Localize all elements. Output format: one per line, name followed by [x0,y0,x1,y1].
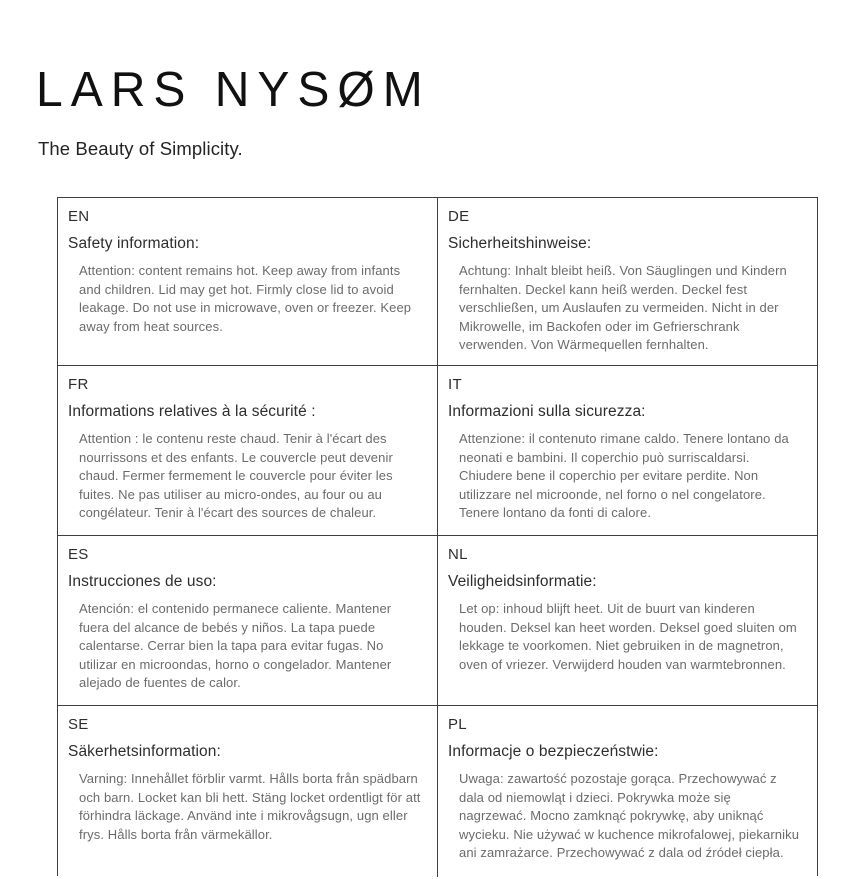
language-code: DE [448,208,470,225]
safety-text: Uwaga: zawartość pozostaje gorąca. Przechowywać z dala od niemowląt i dzieci. Pokrywka może się nagrzewać. Mocno zamknąć pokrywkę, aby uniknąć wycieku. Nie używać w kuchence mikrofalowej, piekarniku ani zamrażarce. Przechowywać z dala od źródeł ciepła. [459,771,800,861]
language-code: NL [448,546,468,563]
safety-text: Attenzione: il contenuto rimane caldo. Tenere lontano da neonati e bambini. Il coperchio può surriscaldarsi. Chiudere bene il coperchio per evitare perdite. Non utilizzare nel microonde, nel forno o nel congelatore. Tenere lontano da fonti di calore. [459,431,789,521]
section-heading: Informacje o bezpieczeństwie: [448,743,659,760]
cell-de [438,198,817,366]
language-code: ES [68,546,89,563]
cell-pl [438,706,817,877]
safety-text: Atención: el contenido permanece caliente. Mantener fuera del alcance de bebés y niños. La tapa puede calentarse. Cerrar bien la tapa para evitar fugas. No utilizar en microondas, horno o congelador. Mantener alejado de fuentes de calor. [79,601,392,691]
safety-text: Attention: content remains hot. Keep away from infants and children. Lid may get hot. Firmly close lid to avoid leakage. Do not use in microwave, oven or freezer. Keep away from heat sources. [79,263,412,334]
safety-text: Varning: Innehållet förblir varmt. Hålls borta från spädbarn och barn. Locket kan bli hett. Stäng locket ordentligt för att förhindra läckage. Använd inte i mikrovågsugn, ugn eller frys. Hålls borta från värmekällor. [79,771,421,842]
section-heading: Informations relatives à la sécurité : [68,403,316,420]
cell-se [58,706,438,877]
safety-text: Attention : le contenu reste chaud. Tenir à l'écart des nourrissons et des enfants. Le couvercle peut devenir chaud. Fermer fermement le couvercle pour éviter les fuites. Ne pas utiliser au micro-ondes, au four ou au congélateur. Tenir à l'écart des sources de chaleur. [79,431,393,521]
brand-tagline: The Beauty of Simplicity. [38,138,243,159]
cell-es [58,536,438,706]
cell-nl [438,536,817,706]
safety-text: Let op: inhoud blijft heet. Uit de buurt van kinderen houden. Deksel kan heet worden. Deksel goed sluiten om lekkage te voorkomen. Niet gebruiken in de magnetron, oven of vriezer. Verwijderd houden van warmtebronnen. [459,601,797,672]
section-heading: Säkerhetsinformation: [68,743,221,760]
language-code: EN [68,208,90,225]
cell-fr [58,366,438,536]
cell-en [58,198,438,366]
safety-text: Achtung: Inhalt bleibt heiß. Von Säuglingen und Kindern fernhalten. Deckel kann heiß werden. Deckel fest verschließen, um Auslaufen zu vermeiden. Nicht in der Mikrowelle, im Backofen oder im Gefrierschrank verwenden. Von Wärmequellen fernhalten. [459,263,787,353]
section-heading: Veiligheidsinformatie: [448,573,597,590]
language-code: PL [448,716,467,733]
language-code: IT [448,376,462,393]
section-heading: Informazioni sulla sicurezza: [448,403,646,420]
section-heading: Sicherheitshinweise: [448,235,592,252]
section-heading: Instrucciones de uso: [68,573,217,590]
cell-it [438,366,817,536]
language-code: SE [68,716,89,733]
language-info-table [57,197,818,876]
brand-logo: LARS NYSØM [36,63,431,118]
language-code: FR [68,376,89,393]
section-heading: Safety information: [68,235,200,252]
